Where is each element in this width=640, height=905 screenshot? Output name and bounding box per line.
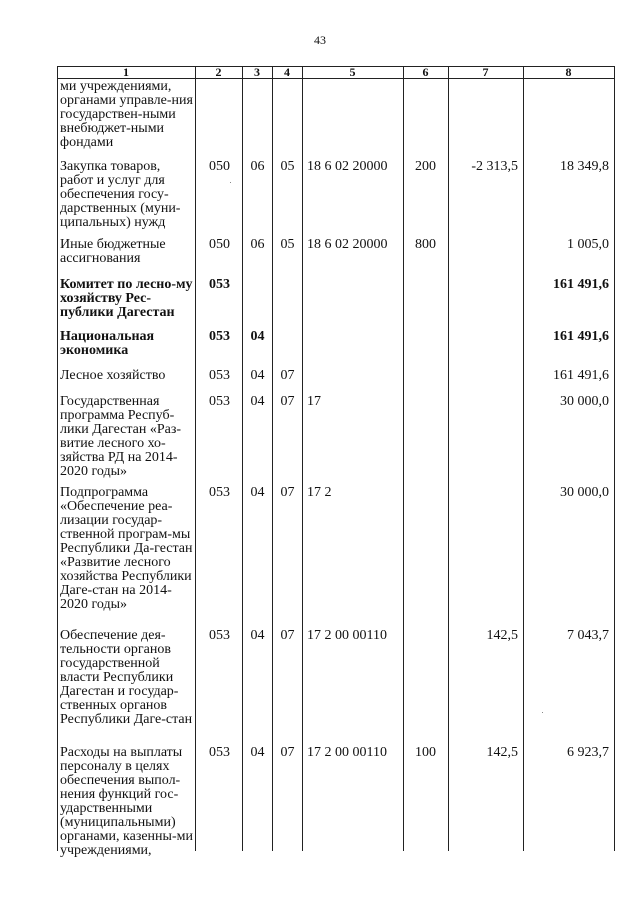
column-header: 1: [123, 65, 129, 79]
cell-section-code: 04: [250, 628, 265, 643]
row-name: Подпрограмма «Обеспечение реа-лизации государ-ственной програм-мы Республики Да-гестан «Развитие лесного хозяйства Республики Даге-стан на 2014-2020 годы»: [60, 485, 193, 612]
cell-total-amount: 161 491,6: [553, 329, 609, 344]
budget-table: [57, 65, 615, 858]
cell-section-code: 04: [250, 329, 265, 344]
cell-subsection-code: 05: [280, 159, 295, 174]
scan-speck: [230, 182, 231, 183]
column-divider: [523, 66, 524, 851]
column-divider: [242, 66, 243, 851]
column-divider: [448, 66, 449, 851]
cell-subsection-code: 05: [280, 237, 295, 252]
cell-section-code: 04: [250, 394, 265, 409]
column-header: 3: [254, 65, 260, 79]
cell-subsection-code: 07: [280, 485, 295, 500]
column-header: 5: [349, 65, 356, 79]
cell-target-article: 17 2 00 00110: [307, 628, 387, 643]
cell-target-article: 17 2: [307, 485, 332, 500]
cell-subsection-code: 07: [280, 394, 295, 409]
column-header: 2: [215, 65, 222, 79]
table-border-left: [57, 66, 58, 851]
cell-change-amount: -2 313,5: [471, 159, 518, 174]
cell-total-amount: 30 000,0: [560, 485, 609, 500]
cell-target-article: 18 6 02 20000: [307, 237, 388, 252]
cell-total-amount: 7 043,7: [567, 628, 609, 643]
cell-section-code: 04: [250, 745, 265, 760]
cell-section-code: 06: [250, 237, 265, 252]
column-divider: [195, 66, 196, 851]
column-divider: [272, 66, 273, 851]
cell-section-code: 04: [250, 368, 265, 383]
table-border-right: [614, 66, 615, 851]
column-header: 7: [482, 65, 489, 79]
cell-total-amount: 161 491,6: [553, 368, 609, 383]
column-header: 4: [284, 65, 290, 79]
row-name: Комитет по лесно-му хозяйству Рес-публики Дагестан: [60, 277, 193, 320]
cell-change-amount: 142,5: [486, 745, 518, 760]
column-divider: [302, 66, 303, 851]
row-name: Лесное хозяйство: [60, 368, 166, 383]
page-number: 43: [314, 33, 326, 47]
cell-target-article: 17 2 00 00110: [307, 745, 387, 760]
column-divider: [403, 66, 404, 851]
cell-ministry-code: 053: [209, 745, 230, 760]
row-name: Закупка товаров, работ и услуг для обеспечения госу-дарственных (муни-ципальных) нужд: [60, 159, 181, 230]
cell-change-amount: 142,5: [486, 628, 518, 643]
scan-speck: [542, 712, 543, 713]
column-header: 8: [565, 65, 572, 79]
row-name: Расходы на выплаты персоналу в целях обеспечения выпол-нения функций гос-ударственными (муниципальными) органами, казенны-ми учреждениями,: [60, 745, 193, 858]
cell-subsection-code: 07: [280, 745, 295, 760]
cell-total-amount: 6 923,7: [567, 745, 609, 760]
row-name: Иные бюджетные ассигнования: [60, 237, 166, 266]
cell-total-amount: 30 000,0: [560, 394, 609, 409]
cell-ministry-code: 053: [209, 485, 230, 500]
cell-ministry-code: 050: [209, 237, 230, 252]
cell-expense-type: 800: [415, 237, 436, 252]
cell-subsection-code: 07: [280, 628, 295, 643]
cell-target-article: 18 6 02 20000: [307, 159, 388, 174]
cell-ministry-code: 053: [209, 394, 230, 409]
row-name: ми учреждениями, органами управле-ния государствен-ными внебюджет-ными фондами: [60, 79, 193, 150]
cell-subsection-code: 07: [280, 368, 295, 383]
cell-expense-type: 100: [415, 745, 436, 760]
cell-section-code: 04: [250, 485, 265, 500]
cell-total-amount: 1 005,0: [567, 237, 609, 252]
cell-ministry-code: 053: [209, 329, 230, 344]
cell-ministry-code: 053: [209, 277, 230, 292]
cell-ministry-code: 050: [209, 159, 230, 174]
column-header: 6: [422, 65, 429, 79]
cell-section-code: 06: [250, 159, 265, 174]
row-name: Государственная программа Респуб-лики Дагестан «Раз-витие лесного хо-зяйства РД на 2014-2020 годы»: [60, 394, 182, 479]
cell-total-amount: 18 349,8: [560, 159, 609, 174]
cell-ministry-code: 053: [209, 368, 230, 383]
cell-ministry-code: 053: [209, 628, 230, 643]
row-name: Обеспечение дея-тельности органов государственной власти Республики Дагестан и государ-ственных органов Республики Даге-стан: [60, 628, 193, 727]
cell-expense-type: 200: [415, 159, 436, 174]
cell-total-amount: 161 491,6: [553, 277, 609, 292]
row-name: Национальная экономика: [60, 329, 155, 358]
cell-target-article: 17: [307, 394, 321, 409]
